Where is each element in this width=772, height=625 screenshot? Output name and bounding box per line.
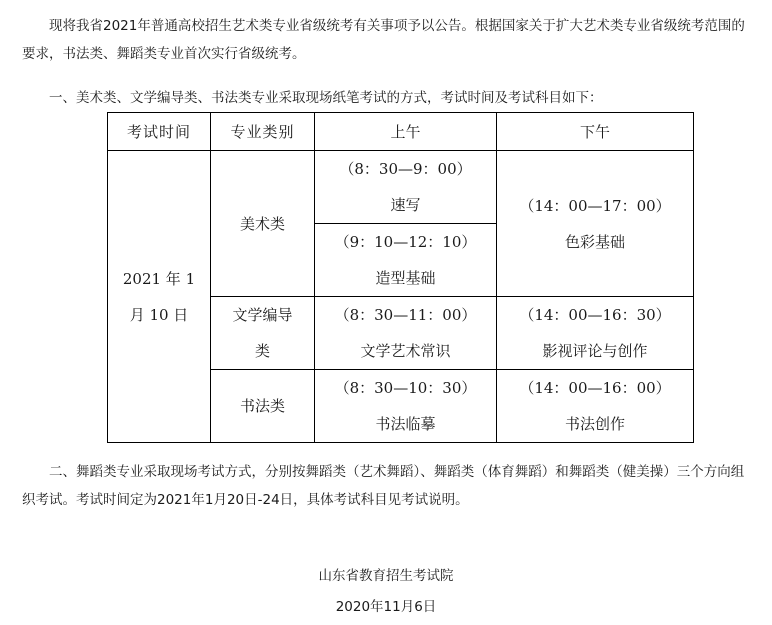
issuing-organization: 山东省教育招生考试院 [318, 568, 454, 584]
calligraphy-am-time: （8：30—10：30） [334, 379, 477, 397]
category-literature [211, 297, 315, 370]
header-morning: 上午 [315, 113, 497, 151]
table-header-row [108, 113, 694, 151]
intro-paragraph: 现将我省2021年普通高校招生艺术类专业省级统考有关事项予以公告。根据国家关于扩大艺术类专业省级统考范围的要求，书法类、舞蹈类专业首次实行省级统考。 [22, 18, 745, 62]
literature-am-subject: 文学艺术常识 [360, 342, 451, 360]
literature-am-time: （8：30—11：00） [334, 306, 477, 324]
header-afternoon: 下午 [497, 113, 694, 151]
header-exam-time: 考试时间 [108, 113, 211, 151]
section-one-heading: 一、美术类、文学编导类、书法类专业采取现场纸笔考试的方式，考试时间及考试科目如下： [49, 90, 603, 106]
literature-pm-time: （14：00—16：30） [519, 306, 671, 324]
art-pm-cell [497, 151, 694, 297]
exam-date-line2: 月 10 日 [129, 305, 189, 324]
art-am1-cell [315, 151, 497, 224]
art-am1-subject: 速写 [390, 196, 421, 214]
exam-date-line1: 2021 年 1 [122, 269, 196, 288]
art-am2-cell [315, 224, 497, 297]
art-am2-time: （9：10—12：10） [334, 233, 477, 251]
exam-schedule-table [107, 112, 694, 443]
issue-date: 2020年11月6日 [335, 599, 437, 615]
category-literature-line2: 类 [254, 342, 270, 360]
section-two-paragraph: 二、舞蹈类专业采取现场考试方式，分别按舞蹈类（艺术舞蹈）、舞蹈类（体育舞蹈）和舞蹈类（健美操）三个方向组织考试。考试时间定为2021年1月20日-24日，具体考试科目见考试说明。 [22, 464, 745, 508]
category-art: 美术类 [211, 151, 315, 297]
category-literature-line1: 文学编导 [232, 306, 293, 324]
calligraphy-pm-subject: 书法创作 [564, 415, 625, 433]
art-am2-subject: 造型基础 [375, 269, 436, 287]
header-category: 专业类别 [211, 113, 315, 151]
calligraphy-pm-cell [497, 370, 694, 443]
exam-date-cell [108, 151, 211, 443]
calligraphy-am-subject: 书法临摹 [375, 415, 436, 433]
art-pm-time: （14：00—17：00） [519, 196, 671, 215]
art-am1-time: （8：30—9：00） [339, 160, 472, 178]
calligraphy-am-cell [315, 370, 497, 443]
category-calligraphy: 书法类 [211, 370, 315, 443]
literature-am-cell [315, 297, 497, 370]
table-row-art-1 [108, 151, 694, 224]
art-pm-subject: 色彩基础 [564, 232, 625, 251]
literature-pm-subject: 影视评论与创作 [542, 342, 648, 360]
calligraphy-pm-time: （14：00—16：00） [519, 379, 671, 397]
literature-pm-cell [497, 297, 694, 370]
